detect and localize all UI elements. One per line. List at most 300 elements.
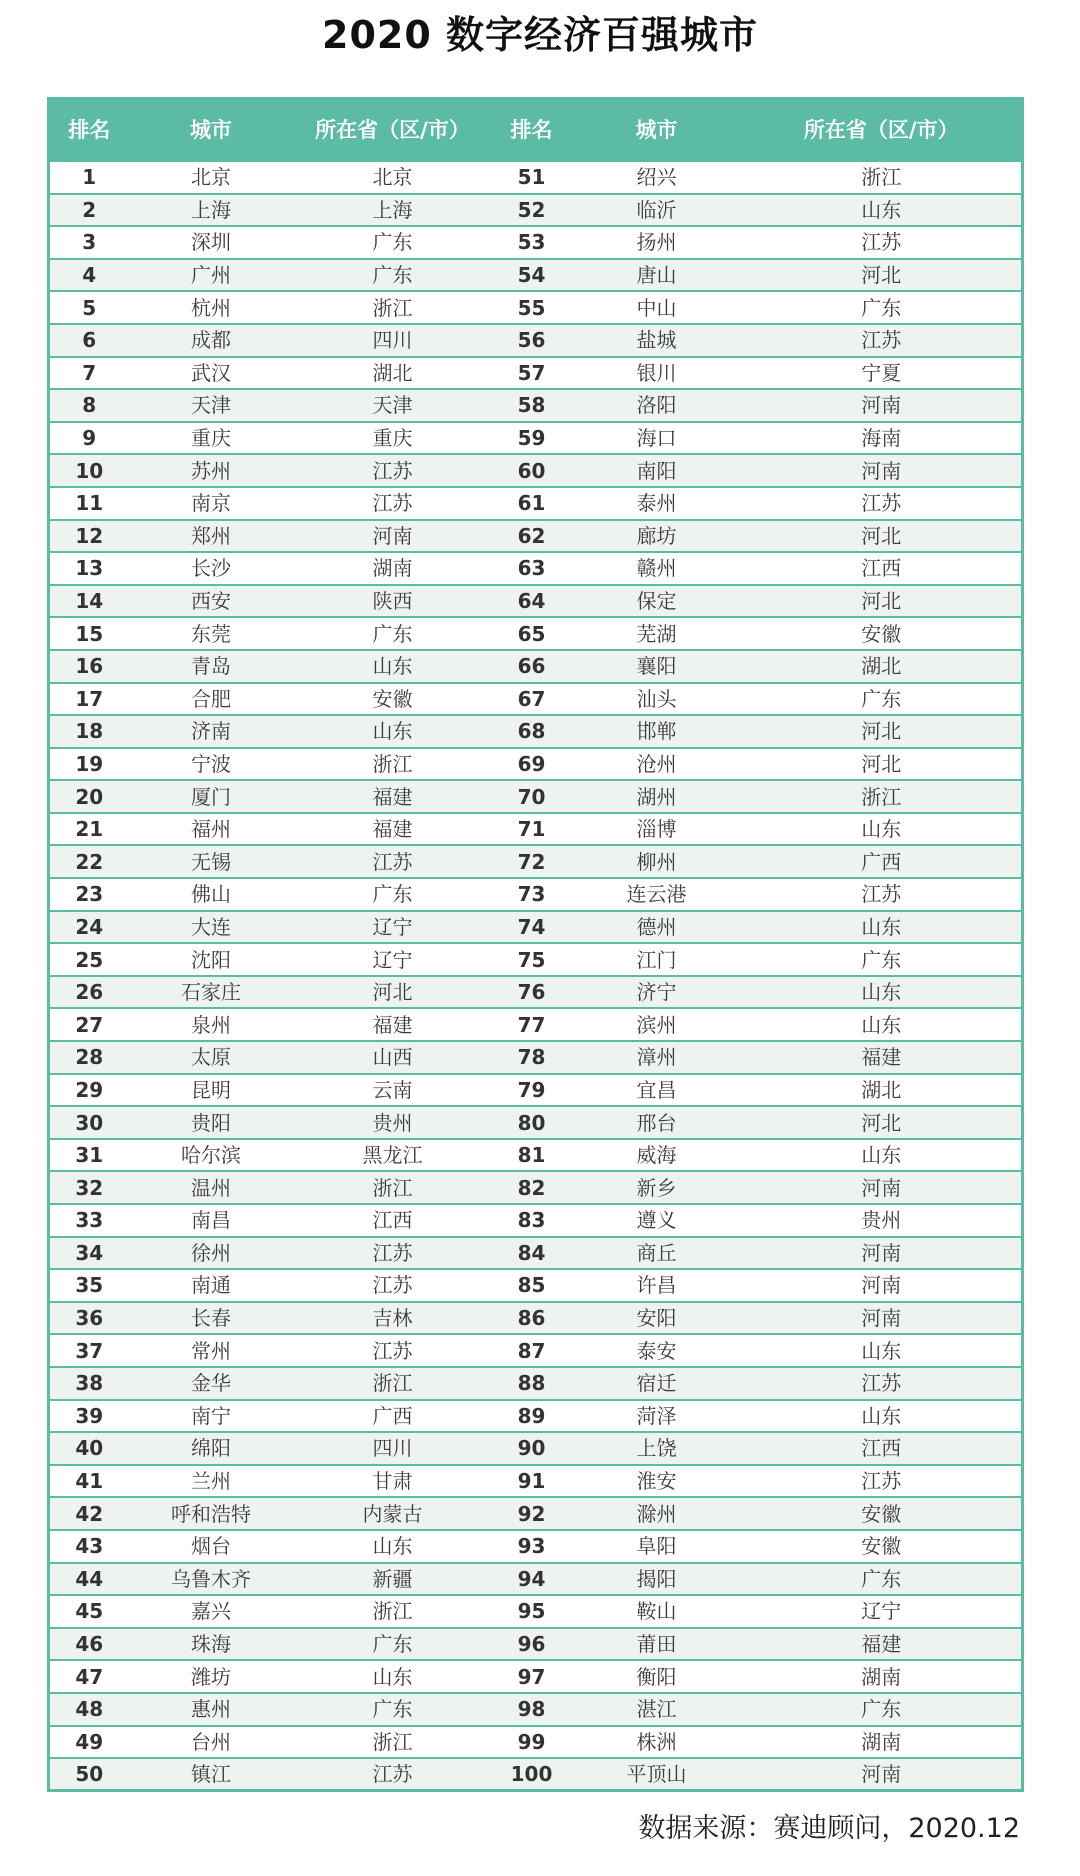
cell-city-right: 湖州 <box>572 780 742 813</box>
table-row <box>49 1400 1023 1433</box>
cell-province-left: 山东 <box>294 715 492 748</box>
cell-province-left: 浙江 <box>294 1171 492 1204</box>
cell-province-left: 湖北 <box>294 357 492 390</box>
cell-city-right: 湛江 <box>572 1693 742 1726</box>
cell-province-right: 河南 <box>742 454 1023 487</box>
cell-city-right: 许昌 <box>572 1269 742 1302</box>
cell-rank-right: 72 <box>492 845 572 878</box>
table-row <box>49 1497 1023 1530</box>
cell-city-left: 泉州 <box>129 1008 294 1041</box>
cell-province-right: 河北 <box>742 715 1023 748</box>
cell-city-left: 昆明 <box>129 1074 294 1107</box>
cell-rank-left: 17 <box>49 683 129 716</box>
cell-rank-left: 47 <box>49 1660 129 1693</box>
cell-province-left: 广东 <box>294 226 492 259</box>
cell-city-left: 青岛 <box>129 650 294 683</box>
cell-province-left: 北京 <box>294 161 492 194</box>
cell-city-left: 贵阳 <box>129 1106 294 1139</box>
cell-province-left: 江西 <box>294 1204 492 1237</box>
cell-province-right: 湖北 <box>742 1074 1023 1107</box>
cell-city-right: 泰安 <box>572 1334 742 1367</box>
table-row <box>49 226 1023 259</box>
cell-city-right: 柳州 <box>572 845 742 878</box>
cell-province-right: 河南 <box>742 389 1023 422</box>
cell-city-left: 天津 <box>129 389 294 422</box>
table-row <box>49 1465 1023 1498</box>
cell-rank-left: 28 <box>49 1041 129 1074</box>
cell-rank-left: 39 <box>49 1400 129 1433</box>
cell-rank-right: 68 <box>492 715 572 748</box>
cell-city-right: 衡阳 <box>572 1660 742 1693</box>
cell-province-left: 福建 <box>294 1008 492 1041</box>
cell-city-right: 菏泽 <box>572 1400 742 1433</box>
cell-city-right: 赣州 <box>572 552 742 585</box>
cell-province-left: 上海 <box>294 194 492 227</box>
table-row <box>49 878 1023 911</box>
cell-rank-right: 64 <box>492 585 572 618</box>
cell-rank-left: 23 <box>49 878 129 911</box>
cell-rank-left: 8 <box>49 389 129 422</box>
cell-rank-right: 92 <box>492 1497 572 1530</box>
cell-province-right: 广东 <box>742 291 1023 324</box>
cell-province-right: 福建 <box>742 1041 1023 1074</box>
cell-province-right: 山东 <box>742 1400 1023 1433</box>
cell-city-right: 保定 <box>572 585 742 618</box>
cell-rank-left: 40 <box>49 1432 129 1465</box>
cell-province-left: 浙江 <box>294 291 492 324</box>
cell-province-left: 广东 <box>294 617 492 650</box>
cell-rank-right: 89 <box>492 1400 572 1433</box>
cell-rank-left: 10 <box>49 454 129 487</box>
cell-rank-left: 48 <box>49 1693 129 1726</box>
cell-province-left: 河北 <box>294 976 492 1009</box>
cell-province-left: 河南 <box>294 520 492 553</box>
cell-rank-right: 56 <box>492 324 572 357</box>
cell-province-left: 重庆 <box>294 422 492 455</box>
cell-city-right: 淮安 <box>572 1465 742 1498</box>
cell-province-right: 江苏 <box>742 324 1023 357</box>
table-row <box>49 585 1023 618</box>
cell-city-left: 武汉 <box>129 357 294 390</box>
cell-rank-right: 76 <box>492 976 572 1009</box>
cell-province-left: 广东 <box>294 1628 492 1661</box>
cell-province-right: 山东 <box>742 1334 1023 1367</box>
cell-province-left: 广西 <box>294 1400 492 1433</box>
cell-city-left: 南宁 <box>129 1400 294 1433</box>
page-title: 2020 数字经济百强城市 <box>322 13 758 57</box>
cell-city-left: 南昌 <box>129 1204 294 1237</box>
cell-rank-right: 96 <box>492 1628 572 1661</box>
header-province-left: 所在省（区/市） <box>315 117 470 142</box>
cell-province-left: 江苏 <box>294 1269 492 1302</box>
cell-province-right: 河北 <box>742 1106 1023 1139</box>
cell-city-right: 宜昌 <box>572 1074 742 1107</box>
cell-rank-right: 57 <box>492 357 572 390</box>
cell-rank-left: 50 <box>49 1758 129 1791</box>
cell-rank-right: 94 <box>492 1563 572 1596</box>
cell-city-right: 沧州 <box>572 748 742 781</box>
cell-rank-left: 49 <box>49 1726 129 1759</box>
cell-province-left: 山东 <box>294 650 492 683</box>
cell-province-right: 安徽 <box>742 1530 1023 1563</box>
cell-city-left: 烟台 <box>129 1530 294 1563</box>
table-row <box>49 1530 1023 1563</box>
cell-rank-right: 82 <box>492 1171 572 1204</box>
cell-province-right: 河南 <box>742 1758 1023 1791</box>
cell-rank-right: 86 <box>492 1302 572 1335</box>
cell-city-left: 广州 <box>129 259 294 292</box>
cell-rank-right: 73 <box>492 878 572 911</box>
cell-city-right: 邢台 <box>572 1106 742 1139</box>
cell-rank-right: 97 <box>492 1660 572 1693</box>
cell-rank-right: 66 <box>492 650 572 683</box>
cell-province-right: 河南 <box>742 1302 1023 1335</box>
cell-city-left: 哈尔滨 <box>129 1139 294 1172</box>
cell-city-left: 太原 <box>129 1041 294 1074</box>
cell-city-right: 南阳 <box>572 454 742 487</box>
cell-province-left: 浙江 <box>294 748 492 781</box>
cell-rank-left: 6 <box>49 324 129 357</box>
cell-province-left: 浙江 <box>294 1367 492 1400</box>
cell-city-right: 莆田 <box>572 1628 742 1661</box>
cell-rank-left: 46 <box>49 1628 129 1661</box>
cell-province-right: 江苏 <box>742 487 1023 520</box>
cell-city-right: 江门 <box>572 943 742 976</box>
table-row <box>49 1367 1023 1400</box>
cell-province-left: 内蒙古 <box>294 1497 492 1530</box>
table-row <box>49 357 1023 390</box>
table-row <box>49 943 1023 976</box>
cell-city-left: 金华 <box>129 1367 294 1400</box>
table-header-row <box>49 97 1023 161</box>
cell-rank-left: 4 <box>49 259 129 292</box>
cell-city-left: 成都 <box>129 324 294 357</box>
cell-province-right: 山东 <box>742 813 1023 846</box>
table-row <box>49 194 1023 227</box>
cell-rank-left: 34 <box>49 1237 129 1270</box>
cell-city-right: 宿迁 <box>572 1367 742 1400</box>
table-row <box>49 617 1023 650</box>
cell-city-left: 惠州 <box>129 1693 294 1726</box>
table-row <box>49 454 1023 487</box>
table-row <box>49 1008 1023 1041</box>
table-row <box>49 1237 1023 1270</box>
cell-province-left: 江苏 <box>294 487 492 520</box>
header-city-left: 城市 <box>190 117 232 142</box>
cell-province-left: 陕西 <box>294 585 492 618</box>
cell-province-right: 山东 <box>742 194 1023 227</box>
cell-province-left: 广东 <box>294 1693 492 1726</box>
cell-rank-right: 53 <box>492 226 572 259</box>
table-body <box>49 161 1023 1791</box>
cell-city-right: 淄博 <box>572 813 742 846</box>
cell-city-right: 海口 <box>572 422 742 455</box>
cell-city-right: 邯郸 <box>572 715 742 748</box>
cell-province-right: 安徽 <box>742 617 1023 650</box>
cell-city-left: 厦门 <box>129 780 294 813</box>
cell-rank-left: 30 <box>49 1106 129 1139</box>
table-row <box>49 487 1023 520</box>
cell-rank-right: 93 <box>492 1530 572 1563</box>
cell-city-right: 平顶山 <box>572 1758 742 1791</box>
table-row <box>49 715 1023 748</box>
cell-city-right: 揭阳 <box>572 1563 742 1596</box>
table-row <box>49 813 1023 846</box>
cell-rank-right: 51 <box>492 161 572 194</box>
cell-province-left: 云南 <box>294 1074 492 1107</box>
header-rank-right: 排名 <box>510 117 553 142</box>
cell-city-left: 镇江 <box>129 1758 294 1791</box>
cell-province-right: 湖北 <box>742 650 1023 683</box>
table-row <box>49 1628 1023 1661</box>
cell-province-right: 湖南 <box>742 1660 1023 1693</box>
cell-city-left: 大连 <box>129 911 294 944</box>
cell-rank-left: 16 <box>49 650 129 683</box>
cell-rank-right: 74 <box>492 911 572 944</box>
cell-rank-right: 58 <box>492 389 572 422</box>
cell-city-right: 阜阳 <box>572 1530 742 1563</box>
cell-rank-right: 70 <box>492 780 572 813</box>
cell-city-left: 台州 <box>129 1726 294 1759</box>
cell-city-right: 唐山 <box>572 259 742 292</box>
cell-province-right: 江苏 <box>742 1465 1023 1498</box>
cell-city-right: 泰州 <box>572 487 742 520</box>
cell-rank-right: 84 <box>492 1237 572 1270</box>
cell-city-right: 芜湖 <box>572 617 742 650</box>
cell-province-right: 河南 <box>742 1237 1023 1270</box>
cell-rank-right: 55 <box>492 291 572 324</box>
cell-rank-right: 81 <box>492 1139 572 1172</box>
table-row <box>49 1139 1023 1172</box>
cell-province-left: 天津 <box>294 389 492 422</box>
cell-rank-right: 52 <box>492 194 572 227</box>
cell-rank-right: 78 <box>492 1041 572 1074</box>
cell-rank-left: 45 <box>49 1595 129 1628</box>
table-row <box>49 291 1023 324</box>
cell-province-right: 安徽 <box>742 1497 1023 1530</box>
table-row <box>49 324 1023 357</box>
cell-rank-right: 79 <box>492 1074 572 1107</box>
cell-rank-left: 43 <box>49 1530 129 1563</box>
cell-province-left: 广东 <box>294 878 492 911</box>
cell-rank-right: 90 <box>492 1432 572 1465</box>
cell-city-right: 襄阳 <box>572 650 742 683</box>
cell-rank-left: 35 <box>49 1269 129 1302</box>
table-row <box>49 1171 1023 1204</box>
cell-rank-left: 42 <box>49 1497 129 1530</box>
table-row <box>49 1334 1023 1367</box>
cell-rank-right: 100 <box>492 1758 572 1791</box>
cell-city-right: 株洲 <box>572 1726 742 1759</box>
cell-city-left: 南通 <box>129 1269 294 1302</box>
cell-province-right: 广东 <box>742 1693 1023 1726</box>
table-row <box>49 1693 1023 1726</box>
cell-rank-left: 41 <box>49 1465 129 1498</box>
cell-rank-right: 87 <box>492 1334 572 1367</box>
cell-province-left: 四川 <box>294 1432 492 1465</box>
cell-rank-left: 3 <box>49 226 129 259</box>
cell-city-right: 遵义 <box>572 1204 742 1237</box>
cell-province-left: 四川 <box>294 324 492 357</box>
cell-province-right: 广东 <box>742 1563 1023 1596</box>
cell-city-right: 连云港 <box>572 878 742 911</box>
table-row <box>49 552 1023 585</box>
cell-province-left: 江苏 <box>294 454 492 487</box>
cell-province-left: 浙江 <box>294 1726 492 1759</box>
cell-rank-right: 54 <box>492 259 572 292</box>
cell-city-left: 潍坊 <box>129 1660 294 1693</box>
cell-rank-right: 62 <box>492 520 572 553</box>
cell-rank-left: 12 <box>49 520 129 553</box>
cell-province-left: 江苏 <box>294 845 492 878</box>
cell-rank-right: 80 <box>492 1106 572 1139</box>
cell-city-left: 苏州 <box>129 454 294 487</box>
table-row <box>49 1432 1023 1465</box>
cell-province-left: 山西 <box>294 1041 492 1074</box>
cell-province-left: 江苏 <box>294 1237 492 1270</box>
table-row <box>49 1726 1023 1759</box>
cell-rank-left: 18 <box>49 715 129 748</box>
cell-city-right: 银川 <box>572 357 742 390</box>
cell-province-left: 福建 <box>294 813 492 846</box>
cell-rank-right: 71 <box>492 813 572 846</box>
cell-city-left: 上海 <box>129 194 294 227</box>
cell-province-right: 河南 <box>742 1269 1023 1302</box>
cell-rank-right: 69 <box>492 748 572 781</box>
cell-province-right: 广东 <box>742 683 1023 716</box>
cell-city-right: 济宁 <box>572 976 742 1009</box>
cell-rank-right: 99 <box>492 1726 572 1759</box>
cell-province-right: 宁夏 <box>742 357 1023 390</box>
cell-city-left: 南京 <box>129 487 294 520</box>
cell-rank-right: 63 <box>492 552 572 585</box>
cell-city-left: 兰州 <box>129 1465 294 1498</box>
cell-province-right: 浙江 <box>742 780 1023 813</box>
cell-rank-right: 60 <box>492 454 572 487</box>
table-row <box>49 1758 1023 1791</box>
cell-city-left: 东莞 <box>129 617 294 650</box>
cell-province-right: 江西 <box>742 1432 1023 1465</box>
cell-rank-left: 9 <box>49 422 129 455</box>
cell-province-right: 山东 <box>742 976 1023 1009</box>
cell-rank-right: 91 <box>492 1465 572 1498</box>
cell-rank-left: 24 <box>49 911 129 944</box>
cell-rank-left: 15 <box>49 617 129 650</box>
cell-rank-left: 2 <box>49 194 129 227</box>
table-row <box>49 1106 1023 1139</box>
cell-rank-left: 22 <box>49 845 129 878</box>
data-source-note: 数据来源：赛迪顾问，2020.12 <box>638 1813 1020 1844</box>
cell-rank-right: 77 <box>492 1008 572 1041</box>
cell-province-right: 江苏 <box>742 878 1023 911</box>
cell-province-left: 安徽 <box>294 683 492 716</box>
cell-city-right: 绍兴 <box>572 161 742 194</box>
cell-province-left: 江苏 <box>294 1758 492 1791</box>
cell-rank-right: 83 <box>492 1204 572 1237</box>
cell-province-left: 山东 <box>294 1660 492 1693</box>
table-row <box>49 911 1023 944</box>
cell-city-left: 西安 <box>129 585 294 618</box>
cell-rank-right: 98 <box>492 1693 572 1726</box>
cell-province-left: 吉林 <box>294 1302 492 1335</box>
cell-city-right: 滁州 <box>572 1497 742 1530</box>
cell-rank-right: 85 <box>492 1269 572 1302</box>
cell-city-right: 上饶 <box>572 1432 742 1465</box>
header-rank-left: 排名 <box>68 117 111 142</box>
cell-province-left: 广东 <box>294 259 492 292</box>
cell-city-left: 沈阳 <box>129 943 294 976</box>
table-row <box>49 1595 1023 1628</box>
cell-province-right: 广东 <box>742 943 1023 976</box>
cell-city-left: 北京 <box>129 161 294 194</box>
cell-city-left: 重庆 <box>129 422 294 455</box>
cell-city-left: 佛山 <box>129 878 294 911</box>
cell-city-left: 乌鲁木齐 <box>129 1563 294 1596</box>
cell-province-right: 广西 <box>742 845 1023 878</box>
cell-city-right: 新乡 <box>572 1171 742 1204</box>
cell-province-right: 河北 <box>742 748 1023 781</box>
cell-city-left: 福州 <box>129 813 294 846</box>
cell-rank-left: 19 <box>49 748 129 781</box>
cell-rank-left: 26 <box>49 976 129 1009</box>
cell-province-right: 河北 <box>742 520 1023 553</box>
cell-province-left: 福建 <box>294 780 492 813</box>
cell-province-left: 湖南 <box>294 552 492 585</box>
cell-province-left: 辽宁 <box>294 943 492 976</box>
cell-rank-right: 67 <box>492 683 572 716</box>
cell-rank-left: 44 <box>49 1563 129 1596</box>
cell-city-right: 中山 <box>572 291 742 324</box>
cell-city-right: 汕头 <box>572 683 742 716</box>
ranking-table-container <box>47 97 1021 1792</box>
table-row <box>49 520 1023 553</box>
cell-city-left: 温州 <box>129 1171 294 1204</box>
cell-province-left: 山东 <box>294 1530 492 1563</box>
cell-rank-right: 61 <box>492 487 572 520</box>
cell-province-left: 黑龙江 <box>294 1139 492 1172</box>
cell-city-right: 盐城 <box>572 324 742 357</box>
table-row <box>49 1269 1023 1302</box>
table-row <box>49 1041 1023 1074</box>
cell-province-right: 河北 <box>742 259 1023 292</box>
table-row <box>49 748 1023 781</box>
cell-rank-left: 21 <box>49 813 129 846</box>
cell-province-right: 福建 <box>742 1628 1023 1661</box>
cell-province-right: 海南 <box>742 422 1023 455</box>
table-row <box>49 1204 1023 1237</box>
cell-rank-left: 38 <box>49 1367 129 1400</box>
cell-city-left: 呼和浩特 <box>129 1497 294 1530</box>
cell-city-right: 德州 <box>572 911 742 944</box>
cell-city-left: 济南 <box>129 715 294 748</box>
table-row <box>49 389 1023 422</box>
cell-rank-right: 65 <box>492 617 572 650</box>
cell-city-right: 鞍山 <box>572 1595 742 1628</box>
cell-city-left: 长沙 <box>129 552 294 585</box>
cell-province-left: 辽宁 <box>294 911 492 944</box>
table-row <box>49 1074 1023 1107</box>
cell-rank-left: 36 <box>49 1302 129 1335</box>
cell-city-left: 合肥 <box>129 683 294 716</box>
cell-rank-left: 20 <box>49 780 129 813</box>
cell-rank-right: 95 <box>492 1595 572 1628</box>
table-row <box>49 650 1023 683</box>
cell-city-left: 石家庄 <box>129 976 294 1009</box>
cell-city-left: 无锡 <box>129 845 294 878</box>
cell-city-left: 珠海 <box>129 1628 294 1661</box>
table-row <box>49 845 1023 878</box>
table-row <box>49 1563 1023 1596</box>
